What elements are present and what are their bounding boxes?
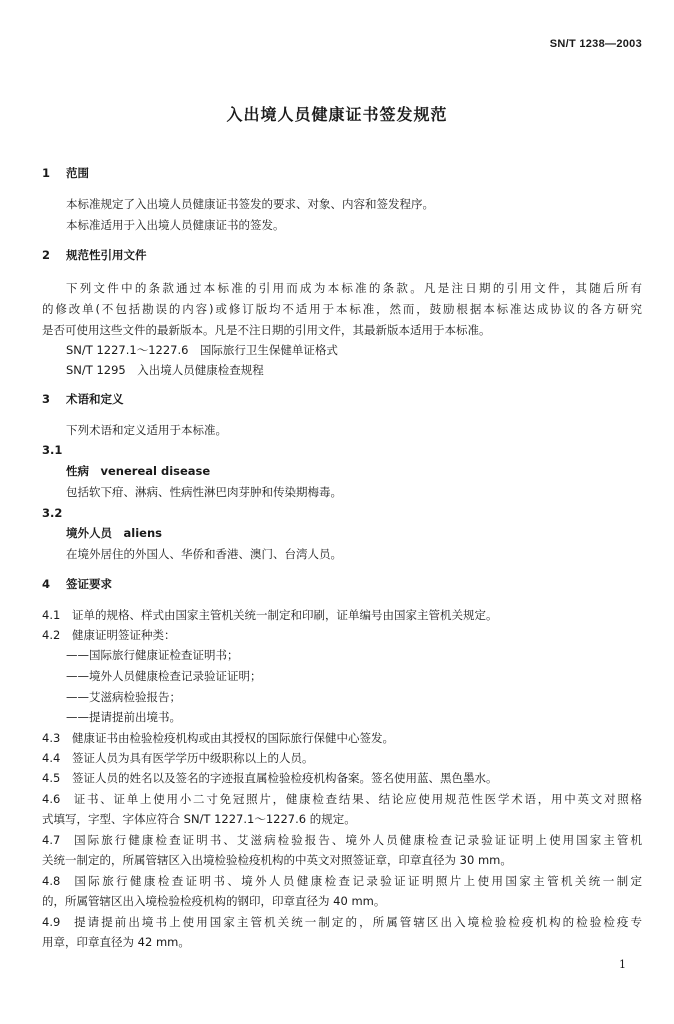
section-title: 签证要求 (66, 577, 112, 591)
paragraph: 本标准规定了入出境人员健康证书签发的要求、对象、内容和签发程序。 (66, 197, 434, 211)
term-title: 性病 venereal disease (66, 464, 211, 478)
clause-4-8 (42, 874, 642, 888)
term-title: 境外人员 aliens (66, 526, 162, 540)
term-number: 3.1 (42, 443, 63, 457)
clause-text: 签证人员为具有医学学历中级职称以上的人员。 (72, 751, 314, 765)
section-3-heading (42, 392, 642, 406)
clause-continuation: 用章，印章直径为 42 mm。 (42, 935, 190, 949)
clause-number: 4.3 (42, 731, 61, 745)
clause-4-6 (42, 792, 642, 806)
clause-number: 4.1 (42, 608, 61, 622)
clause-number: 4.7 (42, 833, 61, 847)
section-number: 3 (42, 392, 51, 406)
section-number: 4 (42, 577, 51, 591)
clause-continuation: 式填写，字型、字体应符合 SN/T 1227.1～1227.6 的规定。 (42, 812, 356, 826)
clause-number: 4.4 (42, 751, 61, 765)
clause-4-9 (42, 915, 642, 929)
document-title: 入出境人员健康证书签发规范 (226, 105, 448, 124)
section-1-heading (42, 166, 642, 180)
clause-continuation: 关统一制定的，所属管辖区入出境检验检疫机构的中英文对照签证章，印章直径为 30 mm。 (42, 853, 512, 867)
standard-code: SN/T 1238—2003 (549, 38, 642, 50)
clause-number: 4.6 (42, 792, 61, 806)
paragraph-line: 下列文件中的条款通过本标准的引用而成为本标准的条款。凡是注日期的引用文件，其随后所有 (66, 281, 642, 295)
clause-text: 健康证书由检验检疫机构或由其授权的国际旅行保健中心签发。 (72, 731, 394, 745)
list-item: ——国际旅行健康证检查证明书； (66, 648, 239, 662)
reference-item: SN/T 1295 入出境人员健康检查规程 (66, 363, 264, 377)
list-item: ——艾滋病检验报告； (66, 690, 181, 704)
term-definition: 在境外居住的外国人、华侨和香港、澳门、台湾人员。 (66, 547, 342, 561)
term-number: 3.2 (42, 506, 63, 520)
paragraph-line: 是否可使用这些文件的最新版本。凡是不注日期的引用文件，其最新版本适用于本标准。 (42, 323, 491, 337)
paragraph: 本标准适用于入出境人员健康证书的签发。 (66, 218, 285, 232)
paragraph: 下列术语和定义适用于本标准。 (66, 423, 227, 437)
section-title: 规范性引用文件 (66, 248, 147, 262)
reference-item: SN/T 1227.1～1227.6 国际旅行卫生保健单证格式 (66, 343, 338, 357)
page-number: 1 (619, 958, 626, 971)
clause-4-5 (42, 771, 642, 785)
clause-number: 4.5 (42, 771, 61, 785)
term-definition: 包括软下疳、淋病、性病性淋巴肉芽肿和传染期梅毒。 (66, 485, 342, 499)
section-2-heading (42, 248, 642, 262)
section-title: 术语和定义 (66, 392, 124, 406)
section-4-heading (42, 577, 642, 591)
section-number: 2 (42, 248, 51, 262)
clause-4-2 (42, 628, 642, 642)
clause-text: 健康证明签证种类： (72, 628, 176, 642)
clause-text: 国际旅行健康检查证明书、境外人员健康检查记录验证证明照片上使用国家主管机关统一制定 (72, 874, 642, 888)
clause-text: 国际旅行健康检查证明书、艾滋病检验报告、境外人员健康检查记录验证证明上使用国家主管机 (72, 833, 642, 847)
clause-4-7 (42, 833, 642, 847)
clause-number: 4.9 (42, 915, 61, 929)
clause-continuation: 的，所属管辖区出入境检验检疫机构的钢印，印章直径为 40 mm。 (42, 894, 386, 908)
list-item: ——境外人员健康检查记录验证证明； (66, 669, 262, 683)
paragraph-line: 的修改单(不包括勘误的内容)或修订版均不适用于本标准，然而，鼓励根据本标准达成协议的各方研究 (42, 302, 642, 316)
clause-text: 证单的规格、样式由国家主管机关统一制定和印刷，证单编号由国家主管机关规定。 (72, 608, 498, 622)
section-number: 1 (42, 166, 51, 180)
clause-4-3 (42, 731, 642, 745)
section-title: 范围 (66, 166, 89, 180)
clause-text: 签证人员的姓名以及签名的字迹报直属检验检疫机构备案。签名使用蓝、黑色墨水。 (72, 771, 498, 785)
list-item: ——提请提前出境书。 (66, 710, 181, 724)
clause-text: 提请提前出境书上使用国家主管机关统一制定的，所属管辖区出入境检验检疫机构的检验检疫专 (72, 915, 642, 929)
clause-number: 4.8 (42, 874, 61, 888)
clause-number: 4.2 (42, 628, 61, 642)
clause-4-4 (42, 751, 642, 765)
clause-text: 证书、证单上使用小二寸免冠照片，健康检查结果、结论应使用规范性医学术语，用中英文对照格 (72, 792, 642, 806)
clause-4-1 (42, 608, 642, 622)
